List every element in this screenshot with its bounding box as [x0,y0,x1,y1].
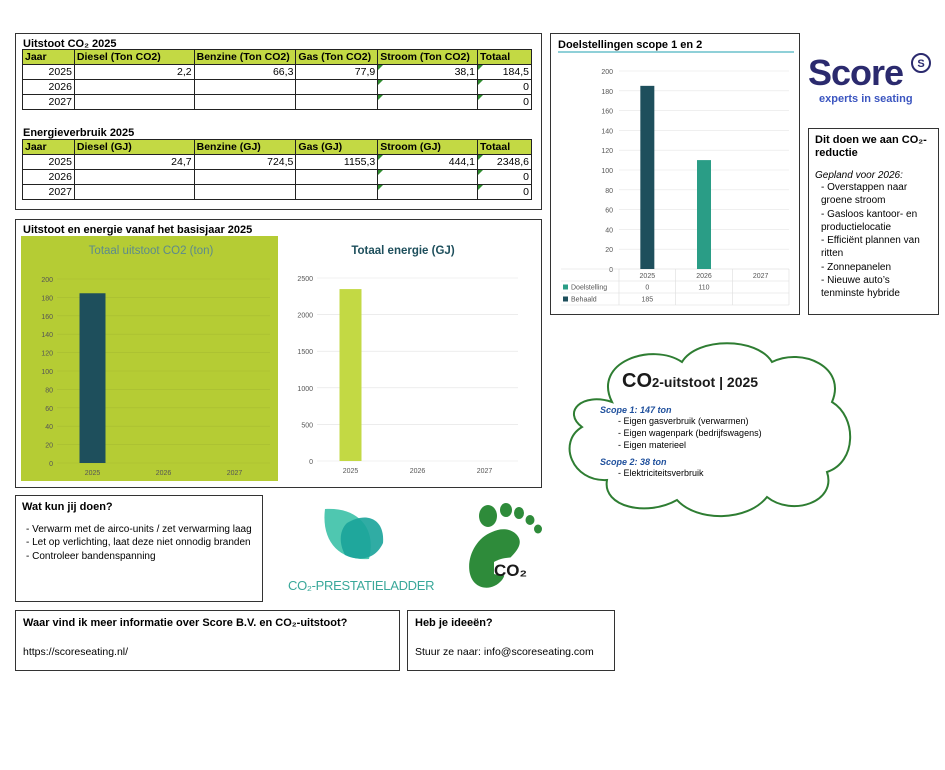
table-header-cell: Totaal [478,50,532,65]
table-header-cell: Gas (Ton CO2) [296,50,378,65]
cloud-title-sub: 2 [652,375,660,390]
table-cell [74,185,194,200]
emissions-table-title: Uitstoot CO₂ 2025 [23,38,117,50]
y-tick-label: 60 [605,207,613,215]
table-cell: 2025 [23,155,75,170]
table-row [23,95,532,110]
legend-swatch [563,297,568,302]
score-logo-mark-icon [910,52,932,74]
list-item: - Let op verlichting, laat deze niet onnodig branden [26,536,256,549]
list-item: - Verwarm met de airco-units / zet verwarming laag [26,523,256,536]
table-cell [378,185,478,200]
table-cell [74,80,194,95]
y-tick-label: 0 [609,267,613,274]
energy-total-chart [281,236,526,481]
list-item: - Nieuwe auto’s tenminste hybride [821,274,932,301]
table-cell: 0 [478,95,532,110]
table-cell: 0 [478,170,532,185]
table-header-cell: Diesel (GJ) [74,140,194,155]
data-label: 185 [641,296,654,304]
list-item: - Eigen gasverbruik (verwarmen) [618,416,749,426]
bar [697,160,711,269]
table-cell: 2027 [23,95,75,110]
ideas-panel [407,610,615,671]
table-cell: 77,9 [296,65,378,80]
x-tick-label: 2025 [639,273,656,280]
y-tick-label: 2500 [297,276,313,283]
legend-label: Doelstelling [571,284,608,292]
info-url[interactable]: https://scoreseating.nl/ [23,646,129,658]
table-cell [74,170,194,185]
table-cell [74,95,194,110]
table-header-cell: Jaar [23,50,75,65]
legend-swatch [563,285,568,290]
table-cell: 0 [478,185,532,200]
energy-table [22,139,532,200]
y-tick-label: 0 [49,461,53,468]
table-cell: 184,5 [478,65,532,80]
y-tick-label: 100 [41,369,53,376]
table-header-cell: Benzine (Ton CO2) [194,50,296,65]
chart-top-border [558,51,794,53]
y-tick-label: 40 [45,424,53,432]
table-cell: 2348,6 [478,155,532,170]
y-tick-label: 200 [601,69,613,76]
table-header-cell: Totaal [478,140,532,155]
table-cell: 2025 [23,65,75,80]
x-tick-label: 2027 [476,468,493,475]
score-logo-name: Score [808,52,904,93]
y-tick-label: 180 [41,295,53,303]
y-tick-label: 160 [601,108,613,116]
list-item: - Gasloos kantoor- en productielocatie [821,208,932,235]
charts-panel [15,219,542,488]
chart-background [21,236,278,481]
table-cell: 0 [478,80,532,95]
tips-panel [15,495,263,602]
table-row [23,185,532,200]
table-cell [378,95,478,110]
y-tick-label: 500 [301,422,313,430]
x-tick-label: 2027 [752,273,769,280]
tables-panel [15,33,542,210]
table-cell [378,170,478,185]
footprint-co2-icon [458,500,548,595]
y-tick-label: 1500 [297,349,313,357]
y-tick-label: 180 [601,88,613,96]
table-cell: 444,1 [378,155,478,170]
y-tick-label: 120 [601,148,613,156]
energy-table-title: Energieverbruik 2025 [23,127,135,139]
y-tick-label: 100 [601,168,613,175]
table-cell: 724,5 [194,155,296,170]
info-title: Waar vind ik meer informatie over Score B.V. en CO₂-uitstoot? [23,617,348,629]
scope1-list [600,415,820,451]
target-chart-panel [550,33,800,315]
cloud-content [600,370,820,479]
x-tick-label: 2025 [342,468,359,475]
y-tick-label: 60 [45,405,53,413]
list-item: - Elektriciteitsverbruik [618,468,704,478]
x-tick-label: 2025 [84,470,101,477]
data-label: 110 [698,284,710,292]
table-header-cell: Stroom (Ton CO2) [378,50,478,65]
chart-background [281,236,526,481]
y-tick-label: 20 [45,442,53,450]
table-cell [378,80,478,95]
table-row [23,155,532,170]
table-cell: 24,7 [74,155,194,170]
table-cell: 2,2 [74,65,194,80]
table-header-cell: Benzine (GJ) [194,140,296,155]
legend-label: Behaald [571,296,597,304]
table-cell: 38,1 [378,65,478,80]
table-cell: 66,3 [194,65,296,80]
y-tick-label: 200 [41,277,53,284]
cloud-title [622,370,820,393]
scope1-label: Scope 1: 147 ton [600,405,672,415]
table-header-cell: Jaar [23,140,75,155]
actions-subtitle: Gepland voor 2026: [815,170,903,181]
tips-title: Wat kun jij doen? [22,501,113,513]
table-cell: 2026 [23,170,75,185]
info-panel [15,610,400,671]
target-chart [557,51,795,311]
scope2-label: Scope 2: 38 ton [600,457,667,467]
actions-panel [808,128,939,315]
leaf-icon [317,505,387,565]
table-cell [194,95,296,110]
list-item: - Overstappen naar groene stroom [821,181,932,208]
y-tick-label: 0 [309,459,313,466]
table-cell [296,95,378,110]
cloud-title-rest: -uitstoot | 2025 [659,374,759,390]
x-tick-label: 2026 [696,273,712,280]
y-tick-label: 120 [41,350,53,358]
x-tick-label: 2026 [409,468,426,475]
table-cell [296,80,378,95]
score-logo-tagline: experts in seating [819,93,913,105]
table-cell [194,80,296,95]
chart-title: Totaal energie (GJ) [351,245,455,257]
bar [80,293,106,463]
y-tick-label: 80 [45,387,53,395]
tips-list [22,523,256,563]
ideas-title: Heb je ideeën? [415,617,493,629]
y-tick-label: 40 [605,227,613,235]
x-tick-label: 2026 [155,470,172,477]
table-row [23,170,532,185]
data-label: 0 [645,284,650,292]
table-cell: 1155,3 [296,155,378,170]
table-cell [194,185,296,200]
ideas-text: Stuur ze naar: info@scoreseating.com [415,646,594,658]
list-item: - Controleer bandenspanning [26,550,256,563]
table-cell [194,170,296,185]
y-tick-label: 140 [601,128,613,136]
table-cell [296,170,378,185]
actions-list [815,181,932,301]
table-cell: 2026 [23,80,75,95]
list-item: - Eigen wagenpark (bedrijfswagens) [618,428,762,438]
bar [640,86,654,269]
list-item: - Eigen materieel [618,440,687,450]
y-tick-label: 1000 [297,385,313,393]
bar [340,289,362,461]
list-item: - Efficiënt plannen van ritten [821,234,932,261]
co2-total-chart [21,236,278,481]
scope2-list [600,467,820,479]
table-row [23,65,532,80]
y-tick-label: 2000 [297,312,313,320]
prestatieladder-logo [285,505,435,595]
table-row [23,80,532,95]
charts-section-title: Uitstoot en energie vanaf het basisjaar 2025 [23,224,253,236]
cloud-title-co: CO [622,370,652,392]
y-tick-label: 140 [41,332,53,340]
table-cell [296,185,378,200]
prestatieladder-text: CO₂-PRESTATIELADDER [288,578,435,593]
list-item: - Zonnepanelen [821,261,932,274]
x-tick-label: 2027 [226,470,243,477]
y-tick-label: 20 [605,247,613,255]
score-logo [806,52,936,112]
chart-title: Totaal uitstoot CO2 (ton) [88,245,214,257]
emissions-table [22,49,532,110]
y-tick-label: 80 [605,187,613,195]
footprint-co2-text: CO₂ [494,561,528,580]
target-chart-title: Doelstellingen scope 1 en 2 [558,39,703,51]
svg-text:S: S [917,58,925,70]
actions-title: Dit doen we aan CO₂-reductie [815,134,927,159]
table-header-cell: Diesel (Ton CO2) [74,50,194,65]
table-cell: 2027 [23,185,75,200]
table-header-cell: Gas (GJ) [296,140,378,155]
y-tick-label: 160 [41,313,53,321]
table-header-cell: Stroom (GJ) [378,140,478,155]
